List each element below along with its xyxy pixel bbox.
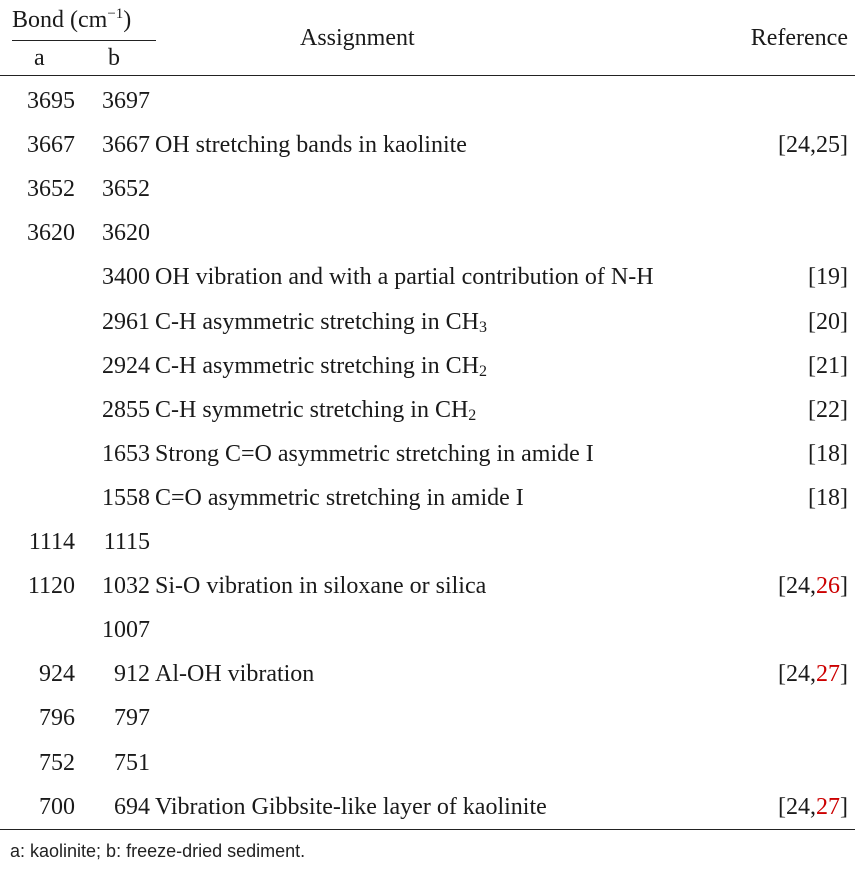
reference-text: [18] bbox=[808, 440, 848, 467]
cell-assignment bbox=[155, 130, 467, 160]
table-row bbox=[0, 307, 855, 341]
cell-reference bbox=[778, 130, 848, 160]
cell-bond-b: 3667 bbox=[102, 132, 150, 159]
cell-assignment bbox=[155, 307, 487, 337]
column-header-assignment: Assignment bbox=[300, 25, 415, 51]
reference-link[interactable]: 26 bbox=[816, 573, 840, 600]
cell-bond-a: 3695 bbox=[27, 88, 75, 114]
reference-text: [24, bbox=[778, 661, 816, 688]
table-row bbox=[0, 86, 855, 120]
cell-assignment bbox=[155, 792, 547, 822]
table-row bbox=[0, 703, 855, 737]
cell-bond-b: 3652 bbox=[102, 176, 150, 203]
reference-text: [24, bbox=[778, 793, 816, 820]
footer-rule bbox=[0, 829, 855, 830]
table-row bbox=[0, 659, 855, 693]
cell-assignment bbox=[155, 571, 486, 601]
assignment-text: C=O asymmetric stretching in amide I bbox=[155, 484, 524, 511]
cell-bond-b: 3620 bbox=[102, 220, 150, 247]
table-row bbox=[0, 483, 855, 517]
cell-reference bbox=[778, 571, 848, 601]
cell-reference bbox=[808, 439, 848, 469]
cell-bond-b: 1558 bbox=[102, 484, 150, 511]
table-row bbox=[0, 351, 855, 385]
assignment-subscript: 2 bbox=[478, 362, 487, 380]
bond-header-rule bbox=[12, 40, 156, 41]
assignment-subscript: 3 bbox=[478, 318, 487, 336]
table-row bbox=[0, 395, 855, 429]
table-row bbox=[0, 527, 855, 561]
cell-bond-a: 752 bbox=[39, 749, 75, 776]
cell-assignment bbox=[155, 395, 476, 425]
cell-bond-b: 2924 bbox=[102, 352, 150, 379]
bond-header-superscript: −1 bbox=[107, 6, 124, 22]
reference-link[interactable]: 27 bbox=[816, 661, 840, 688]
bond-header: Bond $(cm^{-1})$ bbox=[12, 6, 132, 33]
cell-assignment bbox=[155, 659, 314, 689]
reference-close: ] bbox=[840, 793, 848, 820]
reference-close: ] bbox=[840, 573, 848, 600]
header-rule bbox=[0, 75, 855, 76]
cell-reference bbox=[808, 307, 848, 337]
assignment-text: C-H asymmetric stretching in CH bbox=[155, 308, 479, 335]
assignment-subscript: 2 bbox=[468, 406, 477, 424]
cell-reference bbox=[778, 659, 848, 689]
table-row bbox=[0, 262, 855, 296]
assignment-text: C-H asymmetric stretching in CH bbox=[155, 352, 479, 379]
reference-close: ] bbox=[840, 661, 848, 688]
cell-assignment bbox=[155, 439, 594, 469]
cell-reference bbox=[808, 262, 848, 292]
cell-bond-a: 3652 bbox=[27, 176, 75, 203]
table-row bbox=[0, 174, 855, 208]
reference-text: [22] bbox=[808, 396, 848, 423]
cell-bond-a: 700 bbox=[39, 793, 75, 820]
cell-bond-a: 1120 bbox=[27, 573, 75, 600]
cell-bond-a: 1114 bbox=[28, 529, 75, 555]
cell-bond-b: 1032 bbox=[102, 573, 150, 600]
reference-text: [19] bbox=[808, 264, 848, 291]
table-row bbox=[0, 792, 855, 826]
cell-reference bbox=[808, 483, 848, 513]
cell-bond-b: 2961 bbox=[102, 308, 150, 335]
assignment-text: C-H symmetric stretching in CH bbox=[155, 396, 469, 423]
cell-bond-a: 796 bbox=[39, 705, 75, 732]
cell-assignment bbox=[155, 351, 487, 381]
cell-bond-a: 3667 bbox=[27, 132, 75, 159]
cell-bond-b: 3400 bbox=[102, 264, 150, 291]
cell-bond-a: 3620 bbox=[27, 220, 75, 247]
cell-bond-b: 797 bbox=[114, 705, 150, 732]
cell-bond-b: 694 bbox=[114, 793, 150, 820]
cell-reference bbox=[808, 395, 848, 425]
table-row bbox=[0, 439, 855, 473]
cell-reference bbox=[808, 351, 848, 381]
assignment-text: Si-O vibration in siloxane or silica bbox=[155, 573, 487, 600]
column-header-a: a bbox=[34, 45, 45, 71]
cell-assignment bbox=[155, 262, 654, 292]
reference-text: [24, bbox=[778, 573, 816, 600]
assignment-text: Al-OH vibration bbox=[155, 661, 315, 688]
assignment-text: Strong C=O asymmetric stretching in amide I bbox=[155, 440, 594, 467]
cell-bond-b: 1007 bbox=[102, 617, 150, 644]
table-row bbox=[0, 571, 855, 605]
reference-text: [20] bbox=[808, 308, 848, 335]
table-row bbox=[0, 130, 855, 164]
table-row bbox=[0, 218, 855, 252]
cell-bond-b: 1115 bbox=[103, 529, 150, 555]
assignment-text: Vibration Gibbsite-like layer of kaolinite bbox=[155, 793, 547, 820]
column-header-reference: Reference bbox=[750, 25, 848, 51]
assignment-text: OH vibration and with a partial contribution of N-H bbox=[155, 264, 654, 291]
cell-bond-b: 912 bbox=[114, 661, 150, 688]
cell-bond-b: 751 bbox=[114, 749, 150, 776]
reference-text: [21] bbox=[808, 352, 848, 379]
cell-bond-b: 2855 bbox=[102, 396, 150, 423]
cell-bond-b: 1653 bbox=[102, 440, 150, 467]
reference-text: [24,25] bbox=[778, 132, 848, 159]
table-footnote: a: kaolinite; b: freeze-dried sediment. bbox=[10, 841, 306, 861]
table-row bbox=[0, 615, 855, 649]
assignment-text: OH stretching bands in kaolinite bbox=[155, 132, 467, 159]
reference-link[interactable]: 27 bbox=[816, 793, 840, 820]
cell-assignment bbox=[155, 483, 524, 513]
column-header-b: b bbox=[108, 45, 120, 71]
table-row bbox=[0, 748, 855, 782]
cell-reference bbox=[778, 792, 848, 822]
cell-bond-a: 924 bbox=[39, 661, 75, 688]
reference-text: [18] bbox=[808, 484, 848, 511]
cell-bond-b: 3697 bbox=[102, 88, 150, 114]
